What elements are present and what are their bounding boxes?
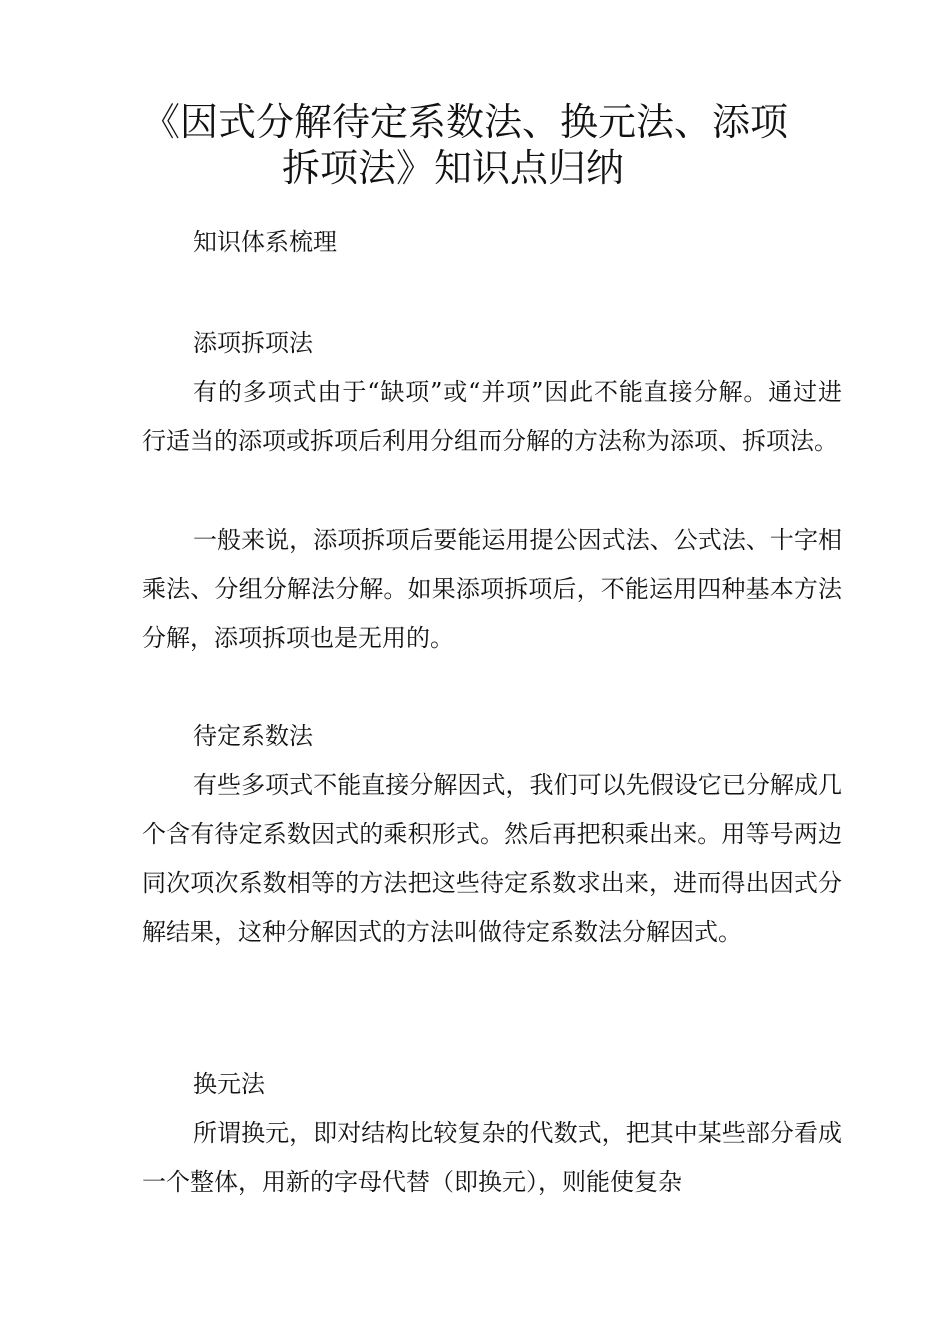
paragraph-add-split-definition: 有的多项式由于“缺项”或“并项”因此不能直接分解。通过进行适当的添项或拆项后利用分组而分解的方法称为添项、拆项法。 [142, 378, 842, 455]
document-title-line-1: 《因式分解待定系数法、换元法、添项 [142, 100, 789, 144]
section-heading-add-split-terms: 添项拆项法 [193, 329, 313, 357]
paragraph-substitution: 所谓换元，即对结构比较复杂的代数式，把其中某些部分看成一个整体，用新的字母代替（即换元），则能使复杂 [142, 1119, 842, 1196]
paragraph-add-split-usage: 一般来说，添项拆项后要能运用提公因式法、公式法、十字相乘法、分组分解法分解。如果添项拆项后，不能运用四种基本方法分解，添项拆项也是无用的。 [142, 526, 842, 652]
document-title-line-2: 拆项法》知识点归纳 [282, 146, 625, 190]
paragraph-undetermined-coefficients: 有些多项式不能直接分解因式，我们可以先假设它已分解成几个含有待定系数因式的乘积形式。然后再把积乘出来。用等号两边同次项次系数相等的方法把这些待定系数求出来，进而得出因式分解结果，这种分解因式的方法叫做待定系数法分解因式。 [142, 771, 842, 946]
section-heading-substitution: 换元法 [193, 1070, 265, 1098]
section-heading-undetermined-coefficients: 待定系数法 [193, 722, 313, 750]
section-heading-overview: 知识体系梳理 [193, 228, 337, 256]
